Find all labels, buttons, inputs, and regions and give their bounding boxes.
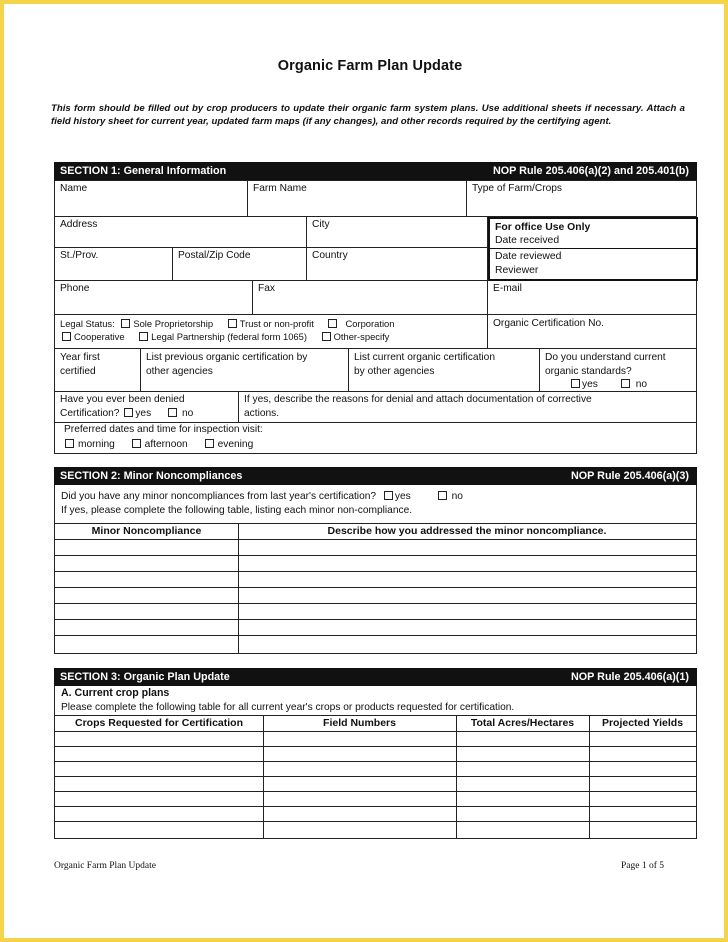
type-of-farm-field[interactable] xyxy=(467,181,696,217)
minor-yes-label: yes xyxy=(394,491,411,502)
office-use-box xyxy=(488,217,698,281)
country-label: Country xyxy=(312,250,348,261)
form-title: Organic Farm Plan Update xyxy=(277,58,463,74)
understand-no-label: no xyxy=(635,379,648,390)
list-previous-label-2: other agencies xyxy=(146,366,213,377)
table-row[interactable] xyxy=(55,619,696,635)
corporation-checkbox[interactable] xyxy=(328,319,337,328)
cooperative-checkbox[interactable] xyxy=(62,332,71,341)
denied-yes-checkbox[interactable] xyxy=(124,408,133,417)
name-label: Name xyxy=(60,183,88,194)
table-row[interactable] xyxy=(55,776,696,791)
trust-label: Trust or non-profit xyxy=(239,318,314,329)
phone-field[interactable] xyxy=(55,281,253,315)
org-cert-no-label: Organic Certification No. xyxy=(493,318,604,329)
section1-label: SECTION 1: General Information xyxy=(60,165,227,177)
denied-label-2: Certification? xyxy=(60,408,120,419)
table-row[interactable] xyxy=(55,761,696,776)
footer-left: Organic Farm Plan Update xyxy=(54,861,156,871)
date-received-label: Date received xyxy=(495,235,560,246)
type-of-farm-label: Type of Farm/Crops xyxy=(472,183,563,194)
section3-rule: NOP Rule 205.406(a)(1) xyxy=(570,671,689,683)
sole-proprietorship-checkbox[interactable] xyxy=(121,319,130,328)
evening-label: evening xyxy=(217,438,254,450)
morning-label: morning xyxy=(78,438,115,450)
minor-col-header-1: Minor Noncompliance xyxy=(91,525,202,537)
legal-status-field xyxy=(55,315,488,349)
table-row[interactable] xyxy=(55,806,696,821)
table-row[interactable] xyxy=(55,539,696,555)
section3-intro xyxy=(61,687,514,714)
section2-rule: NOP Rule 205.406(a)(3) xyxy=(570,470,689,482)
section3-label: SECTION 3: Organic Plan Update xyxy=(60,671,230,683)
denied-no-checkbox[interactable] xyxy=(168,408,177,417)
st-prov-label: St./Prov. xyxy=(60,250,99,261)
list-current-label-1: List current organic certification xyxy=(354,352,495,363)
crop-col-header-1: Crops Requested for Certification xyxy=(74,717,244,729)
list-current-field[interactable] xyxy=(349,349,540,392)
afternoon-checkbox[interactable] xyxy=(132,439,141,448)
understand-label-2: organic standards? xyxy=(545,365,632,377)
morning-checkbox[interactable] xyxy=(65,439,74,448)
section2-label: SECTION 2: Minor Noncompliances xyxy=(60,470,243,482)
year-first-label-2: certified xyxy=(60,366,96,377)
minor-no-label: no xyxy=(451,491,463,502)
year-first-field[interactable] xyxy=(55,349,141,392)
table-row[interactable] xyxy=(55,746,696,761)
address-field[interactable] xyxy=(55,217,307,248)
postal-field[interactable] xyxy=(173,248,307,281)
cooperative-label: Cooperative xyxy=(74,331,125,342)
section2-header xyxy=(54,467,697,485)
denied-field xyxy=(55,392,239,423)
minor-col-header-2: Describe how you addressed the minor noncompliance. xyxy=(327,525,607,537)
farm-name-label: Farm Name xyxy=(253,183,307,194)
denial-desc-label-2: actions. xyxy=(244,408,280,419)
city-field[interactable] xyxy=(307,217,488,248)
minor-no-checkbox[interactable] xyxy=(438,491,447,500)
section1-header xyxy=(54,162,697,180)
table-row[interactable] xyxy=(55,635,696,652)
crop-col-header-3: Total Acres/Hectares xyxy=(470,717,575,729)
minor-question-label: Did you have any minor noncompliances from last year's certification? xyxy=(61,491,377,502)
city-label: City xyxy=(312,219,330,230)
current-crop-plans-heading: A. Current crop plans xyxy=(61,687,170,699)
understand-no-checkbox[interactable] xyxy=(621,379,630,388)
table-row[interactable] xyxy=(55,603,696,619)
fax-field[interactable] xyxy=(253,281,488,315)
org-cert-no-field[interactable] xyxy=(488,315,696,349)
section2-intro xyxy=(61,490,463,518)
afternoon-label: afternoon xyxy=(144,438,188,450)
legal-status-label: Legal Status: xyxy=(60,318,115,329)
trust-checkbox[interactable] xyxy=(228,319,237,328)
evening-checkbox[interactable] xyxy=(205,439,214,448)
legal-partnership-label: Legal Partnership (federal form 1065) xyxy=(151,331,307,342)
year-first-label-1: Year first xyxy=(60,352,100,363)
understand-label-1: Do you understand current xyxy=(545,352,666,363)
preferred-dates-field xyxy=(55,423,696,453)
farm-name-field[interactable] xyxy=(248,181,467,217)
phone-label: Phone xyxy=(60,283,90,294)
denied-yes-label: yes xyxy=(135,408,152,419)
table-row[interactable] xyxy=(55,731,696,746)
date-reviewed-label: Date reviewed xyxy=(495,251,562,262)
fax-label: Fax xyxy=(258,283,275,294)
form-intro: This form should be filled out by crop producers to update their organic farm system plans. Use additional sheets if necessary. Attach a field history sheet for current year, updated farm maps (if any changes), and other records required by the certifying agent. xyxy=(51,103,685,127)
email-field[interactable] xyxy=(488,281,696,315)
understand-yes-checkbox[interactable] xyxy=(571,379,580,388)
crop-col-header-4: Projected Yields xyxy=(601,717,684,729)
minor-instruction: If yes, please complete the following table, listing each minor non-compliance. xyxy=(61,505,413,516)
list-previous-label-1: List previous organic certification by xyxy=(146,352,308,363)
footer-page-number: Page 1 of 5 xyxy=(620,861,664,871)
denied-no-label: no xyxy=(182,408,194,419)
corporation-label: Corporation xyxy=(345,318,395,329)
preferred-label: Preferred dates and time for inspection visit: xyxy=(64,424,263,435)
table-row[interactable] xyxy=(55,555,696,571)
section1-grid xyxy=(54,180,697,454)
understand-yes-label: yes xyxy=(582,379,598,390)
section1-rule: NOP Rule 205.406(a)(2) and 205.401(b) xyxy=(492,165,689,177)
legal-partnership-checkbox[interactable] xyxy=(139,332,148,341)
table-row[interactable] xyxy=(55,821,696,837)
list-previous-field[interactable] xyxy=(141,349,349,392)
st-prov-field[interactable] xyxy=(55,248,173,281)
section2-grid xyxy=(54,485,697,654)
email-label: E-mail xyxy=(493,283,522,294)
postal-label: Postal/Zip Code xyxy=(178,250,251,261)
list-current-label-2: by other agencies xyxy=(354,366,435,377)
denial-desc-label-1: If yes, describe the reasons for denial and attach documentation of corrective xyxy=(244,394,592,405)
table-row[interactable] xyxy=(55,571,696,587)
country-field[interactable] xyxy=(307,248,488,281)
minor-yes-checkbox[interactable] xyxy=(384,491,393,500)
section3-grid xyxy=(54,686,697,839)
crop-instruction: Please complete the following table for all current year's crops or products requested for certification. xyxy=(61,701,515,713)
other-specify-checkbox[interactable] xyxy=(322,332,331,341)
understand-standards-field xyxy=(540,349,696,392)
sole-proprietorship-label: Sole Proprietorship xyxy=(133,318,214,329)
reviewer-label: Reviewer xyxy=(495,265,539,276)
name-field[interactable] xyxy=(55,181,248,217)
section3-header xyxy=(54,668,697,686)
address-label: Address xyxy=(60,219,98,230)
other-specify-label: Other-specify xyxy=(333,331,390,342)
denial-description-field[interactable] xyxy=(239,392,696,423)
office-use-label: For office Use Only xyxy=(495,222,591,233)
table-row[interactable] xyxy=(55,791,696,806)
denied-label-1: Have you ever been denied xyxy=(60,394,185,405)
table-row[interactable] xyxy=(55,587,696,603)
crop-col-header-2: Field Numbers xyxy=(323,717,396,729)
